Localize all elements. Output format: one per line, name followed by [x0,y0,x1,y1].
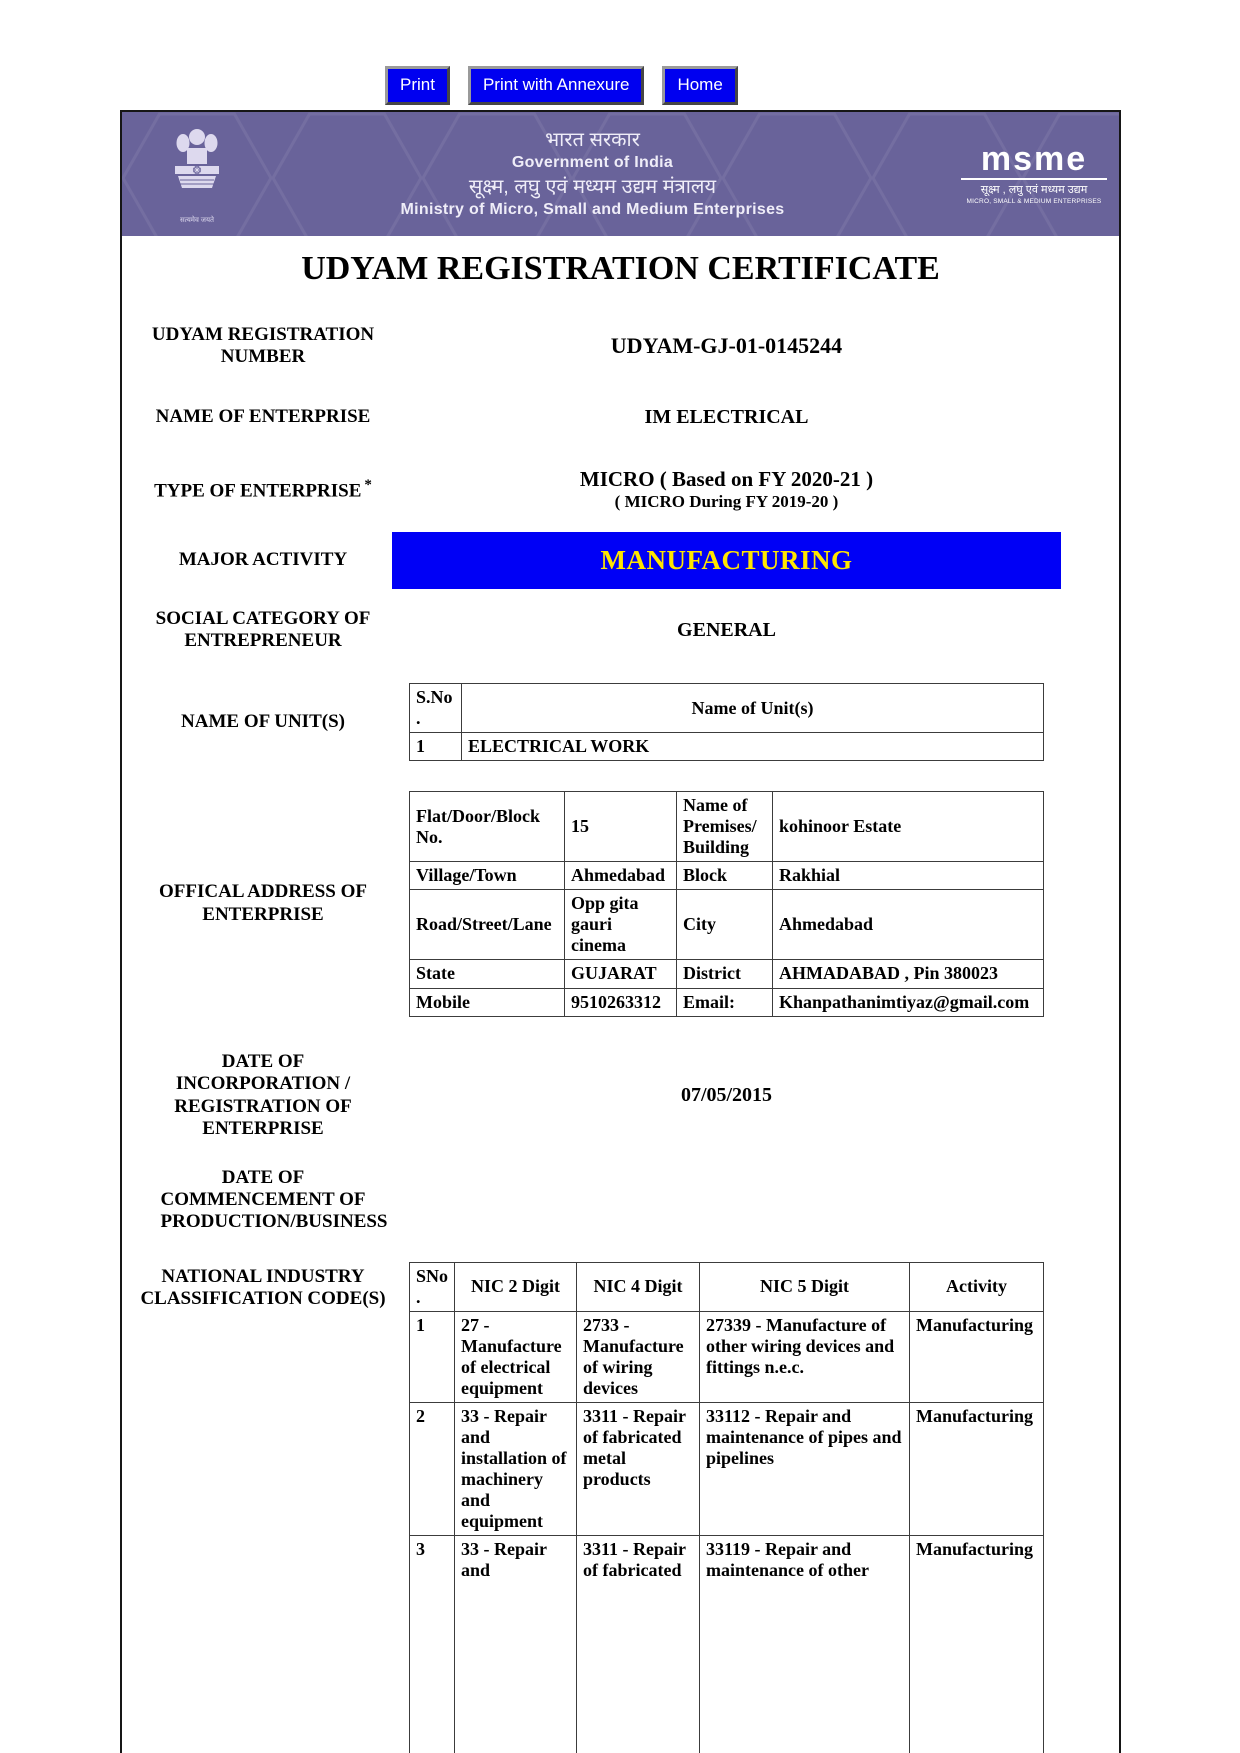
ashoka-emblem-icon [165,124,229,210]
table-row [410,960,1044,988]
emblem-motto: सत्यमेव जयते [179,216,215,224]
table-cell: Road/Street/Lane [410,890,565,960]
field-label: DATE OF INCORPORATION / REGISTRATION OF ENTERPRISE [174,1050,352,1139]
field-name-of-units [134,683,1061,761]
msme-tagline-hindi: सूक्ष्म , लघु एवं मध्यम उद्यम [980,184,1088,197]
field-udyam-registration-number [134,322,1061,370]
column-header: NIC 2 Digit [455,1262,577,1311]
ministry-english: Ministry of Micro, Small and Medium Enterprises [400,201,785,218]
table-cell: 2733 - Manufacture of wiring devices [577,1311,700,1402]
table-cell: Rakhial [773,862,1044,890]
table-cell: Block [677,862,773,890]
field-label: TYPE OF ENTERPRISE * [154,476,372,501]
asterisk-marker: * [364,476,372,493]
column-header: Activity [910,1262,1044,1311]
table-row [410,733,1044,761]
table-cell: State [410,960,565,988]
table-cell: Name of Premises/ Building [677,792,773,862]
table-cell: 33 - Repair and installation of machinery and equipment [455,1403,577,1536]
major-activity-cell [392,532,1061,589]
enterprise-name-value: IM ELECTRICAL [644,406,809,428]
field-date-of-incorporation [134,1051,1061,1141]
field-label: UDYAM REGISTRATION NUMBER [151,323,375,367]
table-row [410,1311,1044,1402]
table-cell: Flat/Door/Block No. [410,792,565,862]
field-label: NATIONAL INDUSTRY CLASSIFICATION CODE(S) [140,1265,386,1310]
table-cell: 27339 - Manufacture of other wiring devices and fittings n.e.c. [700,1311,910,1402]
field-label: DATE OF COMMENCEMENT OF PRODUCTION/BUSINESS [160,1166,388,1233]
table-cell: 15 [565,792,677,862]
field-type-of-enterprise [134,467,1061,512]
table-cell: AHMADABAD , Pin 380023 [773,960,1044,988]
msme-wordmark-icon: msme [980,139,1088,178]
table-cell: Ahmedabad [773,890,1044,960]
certificate-fields [122,322,1119,1753]
government-english: Government of India [511,154,674,172]
table-cell: GUJARAT [565,960,677,988]
table-header-row [410,684,1044,733]
field-official-address [134,791,1061,1016]
table-cell: District [677,960,773,988]
enterprise-type-value: MICRO ( Based on FY 2020-21 ) ( MICRO During FY 2019-20 ) [579,467,874,511]
table-cell: 33119 - Repair and maintenance of other [700,1536,910,1753]
table-cell: Village/Town [410,862,565,890]
table-cell: 9510263312 [565,988,677,1016]
table-cell: Manufacturing [910,1403,1044,1536]
social-category-value: GENERAL [677,618,776,641]
page-title: UDYAM REGISTRATION CERTIFICATE [301,250,940,287]
table-cell: Email: [677,988,773,1016]
table-cell: Ahmedabad [565,862,677,890]
banner-text [236,127,959,221]
table-cell: 27 - Manufacture of electrical equipment [455,1311,577,1402]
msme-divider [961,178,1107,180]
table-header-row [410,1262,1044,1311]
table-cell: Manufacturing [910,1536,1044,1753]
table-cell: 33 - Repair and [455,1536,577,1753]
table-cell: ELECTRICAL WORK [462,733,1044,761]
table-cell: 1 [410,1311,455,1402]
toolbar [385,66,738,105]
table-cell: Opp gita gauri cinema [565,890,677,960]
msme-logo [959,139,1109,206]
field-name-of-enterprise [134,406,1061,429]
table-cell: 2 [410,1403,455,1536]
udyam-registration-number-value: UDYAM-GJ-01-0145244 [610,333,843,358]
field-nic-codes [134,1262,1061,1753]
column-header: NIC 4 Digit [577,1262,700,1311]
print-with-annexure-button[interactable]: Print with Annexure [468,66,644,105]
field-label: MAJOR ACTIVITY [178,549,348,571]
table-cell: 3311 - Repair of fabricated metal products [577,1403,700,1536]
table-cell: Khanpathanimtiyaz@gmail.com [773,988,1044,1016]
field-date-of-commencement [134,1167,1061,1234]
print-button[interactable]: Print [385,66,450,105]
home-button[interactable]: Home [662,66,737,105]
table-cell: Mobile [410,988,565,1016]
field-label: OFFICAL ADDRESS OF ENTERPRISE [159,881,367,925]
address-table [409,791,1044,1016]
msme-tagline-english: MICRO, SMALL & MEDIUM ENTERPRISES [966,198,1102,206]
certificate-box [120,110,1121,1753]
column-header: S.No. [410,684,462,733]
ministry-banner [122,112,1119,236]
field-label: NAME OF UNIT(S) [181,710,345,732]
major-activity-value: MANUFACTURING [392,532,1061,589]
column-header: SNo. [410,1262,455,1311]
field-label: SOCIAL CATEGORY OF ENTREPRENEUR [155,607,371,651]
nic-table [409,1262,1044,1753]
table-cell: City [677,890,773,960]
table-cell: 3311 - Repair of fabricated [577,1536,700,1753]
table-cell: 33112 - Repair and maintenance of pipes and pipelines [700,1403,910,1536]
table-cell: kohinoor Estate [773,792,1044,862]
column-header: NIC 5 Digit [700,1262,910,1311]
field-major-activity [134,532,1061,589]
government-hindi: भारत सरकार [545,129,640,152]
india-emblem [158,124,236,225]
incorporation-date-value: 07/05/2015 [680,1084,773,1107]
table-cell: Manufacturing [910,1311,1044,1402]
table-row [410,988,1044,1016]
table-cell: 3 [410,1536,455,1753]
field-social-category [134,607,1061,653]
table-row [410,1536,1044,1753]
column-header: Name of Unit(s) [462,684,1044,733]
address-table-cell [392,791,1061,1016]
field-label: NAME OF ENTERPRISE [155,406,371,428]
table-row [410,1403,1044,1536]
table-row [410,890,1044,960]
units-table [409,683,1044,761]
table-row [410,862,1044,890]
units-table-cell [392,683,1061,761]
table-row [410,792,1044,862]
table-cell: 1 [410,733,462,761]
ministry-hindi: सूक्ष्म, लघु एवं मध्यम उद्यम मंत्रालय [468,176,717,198]
nic-table-cell [392,1262,1061,1753]
